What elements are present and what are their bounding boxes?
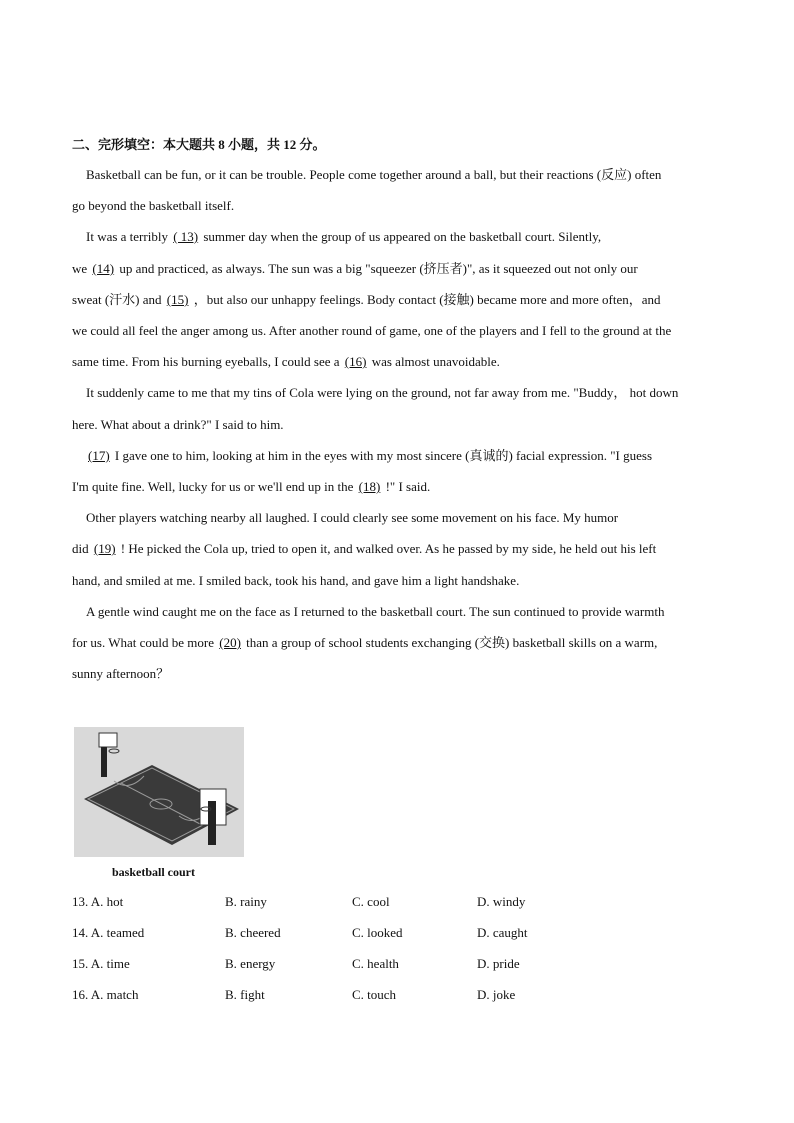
option-d: D. joke xyxy=(477,987,516,1002)
passage-line xyxy=(72,634,657,652)
blank-20: (20) xyxy=(219,635,241,650)
option-c: C. touch xyxy=(352,987,397,1002)
option-c: C. cool xyxy=(352,894,390,909)
text-run: up and practiced, as always. The sun was a big "squeezer (挤压者)", as it squeezed out not only our xyxy=(119,261,638,276)
passage-line: Other players watching nearby all laughed. I could clearly see some movement on his face. My humor xyxy=(86,510,619,525)
text-run: summer day when the group of us appeared on the basketball court. Silently, xyxy=(203,229,602,244)
option-c: C. health xyxy=(352,956,399,971)
text-run: ! He picked the Cola up, tried to open it, and walked over. As he passed by my side, he held out his left xyxy=(120,541,657,556)
basketball-court-image xyxy=(74,727,244,857)
question-number: 14. xyxy=(72,925,89,940)
blank-15: (15) xyxy=(166,292,189,307)
blank-13: ( 13) xyxy=(173,229,199,244)
option-c: C. looked xyxy=(352,925,403,940)
option-a xyxy=(72,894,123,910)
blank-14: (14) xyxy=(92,261,115,276)
passage-line: sunny afternoon？ xyxy=(72,666,170,681)
question-number: 13. xyxy=(72,894,89,909)
text-run: I gave one to him, looking at him in the eyes with my most sincere (真诚的) facial expression. "I guess xyxy=(114,448,653,463)
option-a-text: A. match xyxy=(90,987,139,1002)
text-run: It was a terribly xyxy=(86,229,168,244)
text-run: I'm quite fine. Well, lucky for us or we'll end up in the xyxy=(72,479,354,494)
option-a-text: A. hot xyxy=(90,894,124,909)
passage-line: go beyond the basketball itself. xyxy=(72,198,235,213)
passage-line xyxy=(72,353,500,371)
text-run: sweat (汗水) and xyxy=(72,292,162,307)
section-title: 二、完形填空：本大题共 8 小题，共 12 分。 xyxy=(72,137,326,152)
text-run: did xyxy=(72,541,89,556)
blank-18: (18) xyxy=(358,479,381,494)
blank-19: (19) xyxy=(93,541,116,556)
option-a-text: A. teamed xyxy=(90,925,145,940)
option-d: D. caught xyxy=(477,925,528,940)
passage-line: Basketball can be fun, or it can be trouble. People come together around a ball, but their reactions (反应) often xyxy=(86,167,662,182)
passage-line xyxy=(72,447,652,465)
figure-caption: basketball court xyxy=(112,865,196,879)
question-row xyxy=(72,956,732,987)
passage-line: here. What about a drink?" I said to him. xyxy=(72,417,284,432)
option-d: D. windy xyxy=(477,894,526,909)
option-b: B. energy xyxy=(225,956,276,971)
passage-line xyxy=(72,540,656,558)
option-b: B. cheered xyxy=(225,925,281,940)
blank-16: (16) xyxy=(344,354,367,369)
basketball-court-illustration xyxy=(74,727,244,857)
passage-line xyxy=(72,291,661,309)
option-a xyxy=(72,925,144,941)
text-run: !" I said. xyxy=(385,479,431,494)
question-number: 16. xyxy=(72,987,89,1002)
option-d: D. pride xyxy=(477,956,520,971)
passage-line xyxy=(72,260,638,278)
option-a xyxy=(72,956,130,972)
passage-line xyxy=(72,228,601,246)
question-number: 15. xyxy=(72,956,89,971)
question-row xyxy=(72,987,732,1018)
text-run: than a group of school students exchanging (交换) basketball skills on a warm, xyxy=(246,635,658,650)
passage-line xyxy=(72,478,430,496)
option-a-text: A. time xyxy=(90,956,130,971)
text-run: ，but also our unhappy feelings. Body contact (接触) became more and more often，and xyxy=(193,292,661,307)
question-row xyxy=(72,894,732,925)
passage-line: It suddenly came to me that my tins of Cola were lying on the ground, not far away from me. "Buddy， hot down xyxy=(86,385,679,400)
question-row xyxy=(72,925,732,956)
passage-line: we could all feel the anger among us. After another round of game, one of the players and I fell to the ground at the xyxy=(72,323,672,338)
text-run: same time. From his burning eyeballs, I could see a xyxy=(72,354,340,369)
text-run: was almost unavoidable. xyxy=(371,354,500,369)
passage-line: A gentle wind caught me on the face as I returned to the basketball court. The sun continued to provide warmth xyxy=(86,604,665,619)
option-b: B. rainy xyxy=(225,894,267,909)
text-run: for us. What could be more xyxy=(72,635,214,650)
question-options xyxy=(72,894,732,1018)
passage-line: hand, and smiled at me. I smiled back, took his hand, and gave him a light handshake. xyxy=(72,573,520,588)
option-b: B. fight xyxy=(225,987,265,1002)
blank-17: (17) xyxy=(88,448,110,463)
text-run: we xyxy=(72,261,88,276)
option-a xyxy=(72,987,138,1003)
